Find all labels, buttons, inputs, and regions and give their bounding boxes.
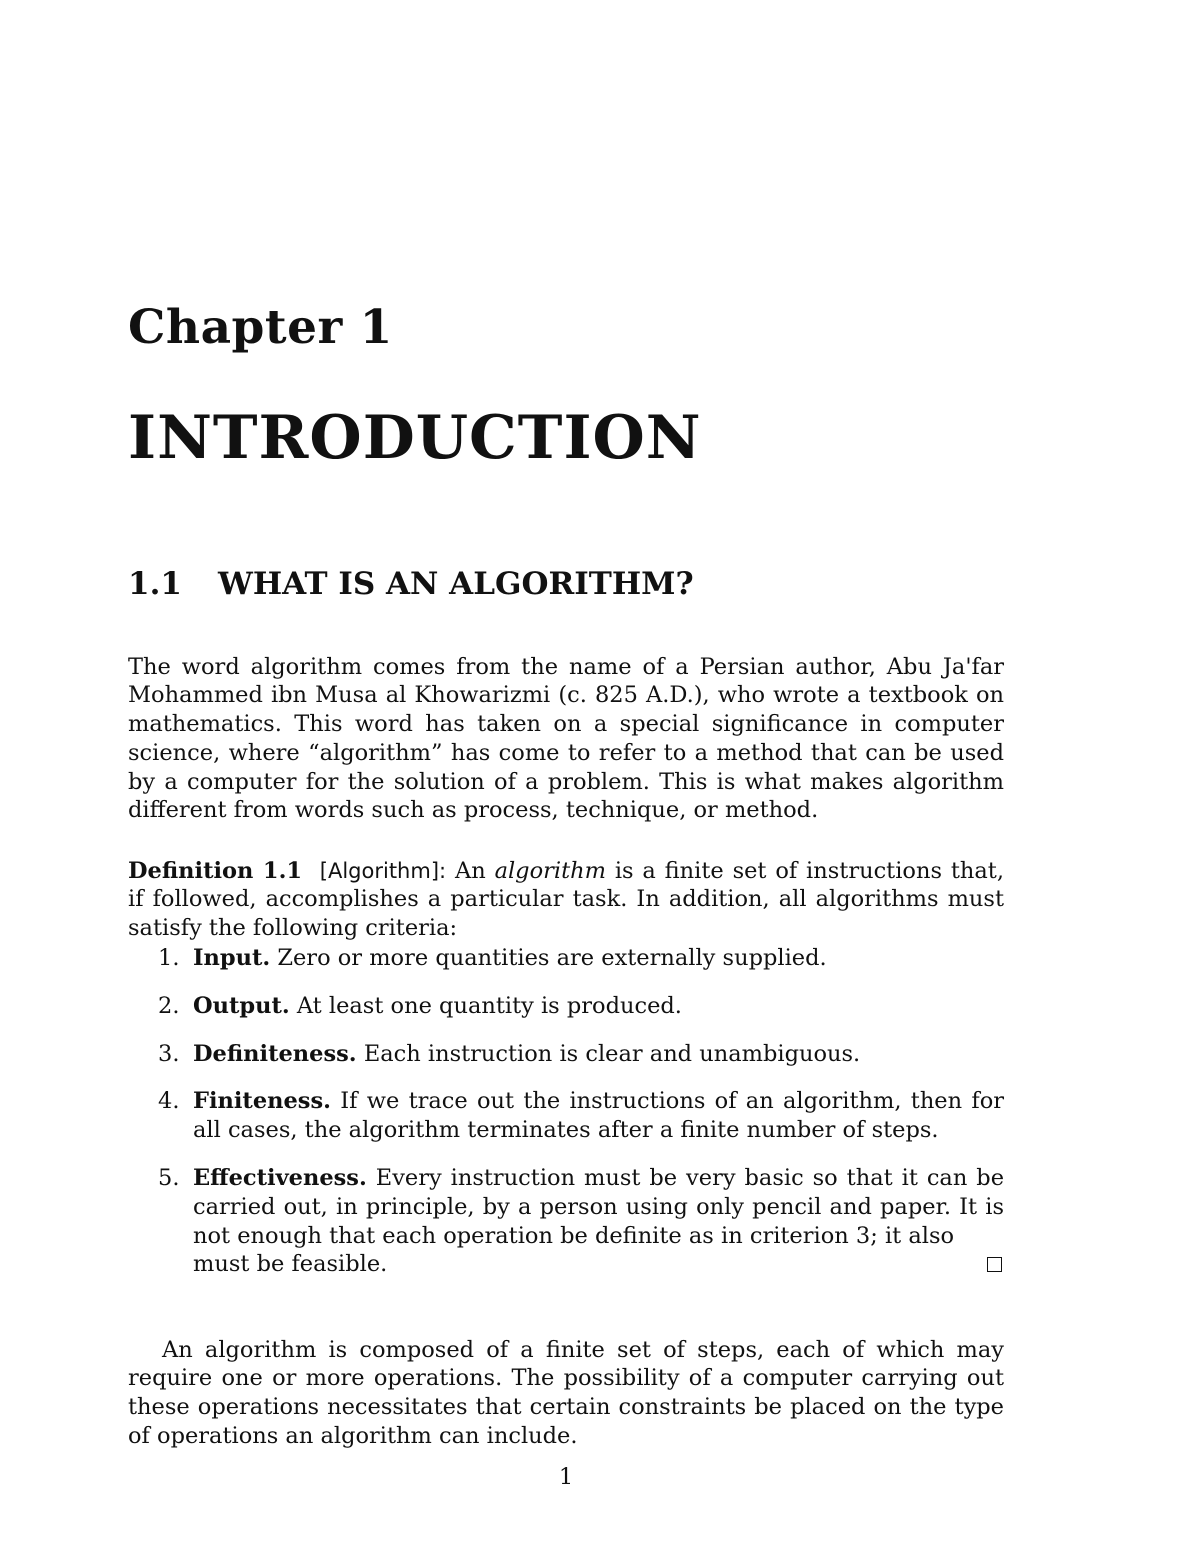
definition-text-after: is a finite set of instructions that, if followed, accomplishes a particular task. In addition, all algorithms must satisfy the following criteria:: [128, 857, 1004, 942]
closing-paragraph: An algorithm is composed of a finite set of steps, each of which may require one or more operations. The possibility of a computer carrying out these operations necessitates that certain constraints be placed on the type of operations an algorithm can include.: [128, 1336, 1004, 1449]
qed-icon: [987, 1257, 1002, 1272]
criterion-text: If we trace out the instructions of an algorithm, then for all cases, the algorithm terminates after a finite number of steps.: [193, 1088, 1005, 1144]
list-item: [128, 1164, 1004, 1279]
definition-paragraph: [128, 857, 1004, 943]
list-item: [128, 944, 1004, 973]
section-heading: [128, 566, 694, 602]
section-title: WHAT IS AN ALGORITHM?: [218, 566, 694, 602]
list-item: [128, 1087, 1004, 1145]
criterion-index: 2.: [158, 992, 180, 1019]
criterion-index: 5.: [158, 1164, 180, 1191]
criterion-index: 4.: [158, 1088, 180, 1115]
definition-emphasis: algorithm: [494, 857, 606, 884]
criterion-text: Every instruction must be very basic so that it can be carried out, in principle, by a person using only pencil and paper. It is not enough that each operation be definite as in criterion 3; it also: [193, 1164, 1005, 1249]
page-number: 1: [558, 1464, 574, 1490]
section-number: 1.1: [128, 566, 182, 602]
criterion-index: 1.: [158, 945, 180, 971]
criterion-text: At least one quantity is produced.: [296, 992, 682, 1019]
chapter-title: INTRODUCTION: [128, 403, 702, 473]
chapter-label: Chapter 1: [128, 300, 393, 355]
definition-label: Definition 1.1: [128, 857, 303, 884]
criterion-name: Finiteness.: [193, 1088, 331, 1115]
criterion-text: Each instruction is clear and unambiguous.: [363, 1040, 861, 1067]
criterion-name: Effectiveness.: [193, 1164, 367, 1191]
criterion-text: Zero or more quantities are externally supplied.: [277, 945, 827, 971]
intro-paragraph: The word algorithm comes from the name of a Persian author, Abu Ja'far Mohammed ibn Musa al Khowarizmi (c. 825 A.D.), who wrote a textbook on mathematics. This word has taken on a special significance in computer science, where “algorithm” has come to refer to a method that can be used by a computer for the solution of a problem. This is what makes algorithm different from words such as process, technique, or method.: [128, 653, 1004, 824]
criterion-last-line: [193, 1250, 1004, 1279]
definition-term: [Algorithm]:: [319, 858, 447, 883]
list-item: [128, 1040, 1004, 1069]
criterion-name: Output.: [193, 992, 290, 1019]
list-item: [128, 992, 1004, 1021]
criterion-name: Input.: [193, 945, 271, 971]
criterion-index: 3.: [158, 1040, 180, 1067]
criterion-name: Definiteness.: [193, 1040, 357, 1067]
criterion-text-end: must be feasible.: [193, 1251, 388, 1278]
criteria-list: [128, 944, 1004, 1298]
definition-text-before: An: [454, 857, 486, 884]
